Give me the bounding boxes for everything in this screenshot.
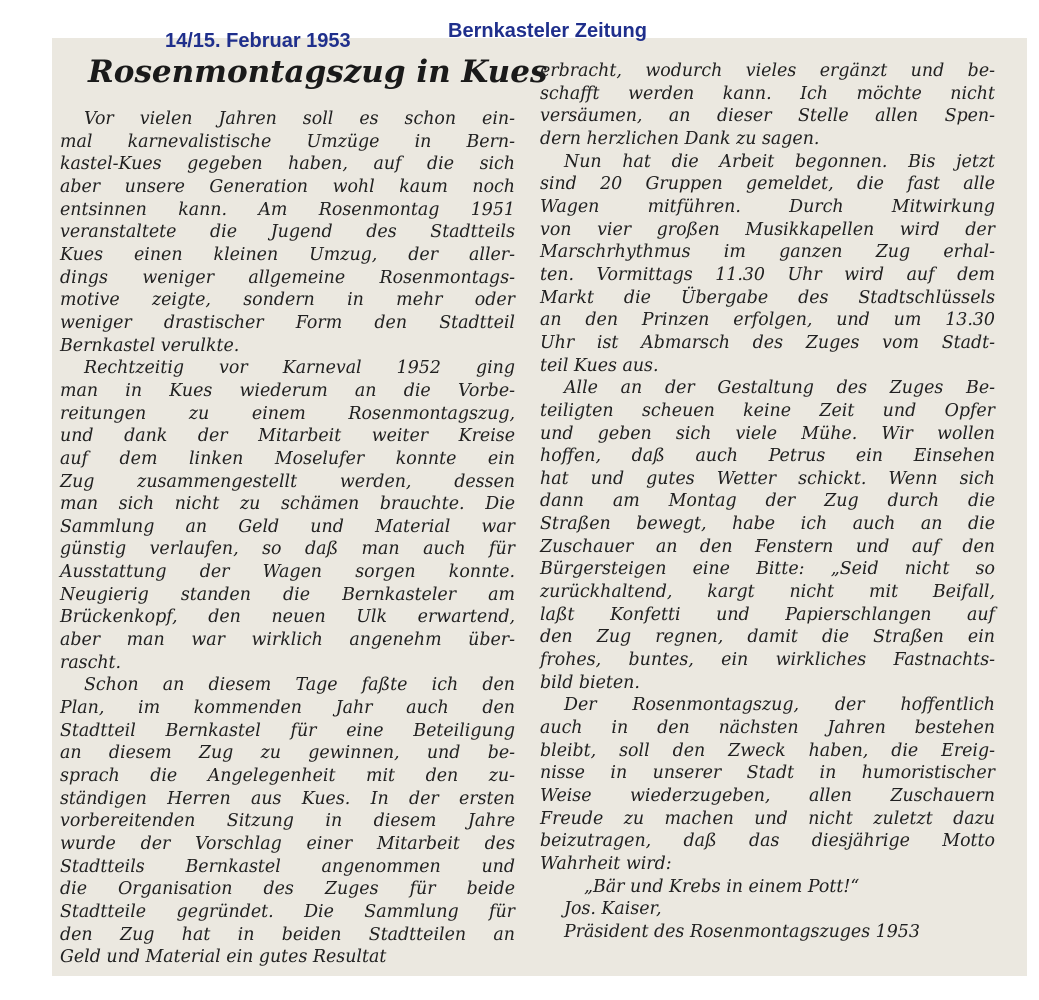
- article-text-line: Wagen mitführen. Durch Mitwirkung: [540, 196, 995, 217]
- article-text-line: Nun hat die Arbeit begonnen. Bis jetzt: [564, 151, 995, 172]
- article-text-line: man sich nicht zu schämen brauchte. Die: [60, 494, 515, 515]
- article-column-1: [60, 108, 515, 969]
- article-text-line: veranstaltete die Jugend des Stadtteils: [60, 222, 515, 243]
- article-text-line: Bernkastel verulkte.: [60, 335, 240, 356]
- article-text-line: nisse in unserer Stadt in humoristischer: [540, 763, 995, 784]
- article-text-line: Stadtteile gegründet. Die Sammlung für: [60, 901, 515, 922]
- article-text-line: Schon an diesem Tage faßte ich den: [84, 675, 515, 696]
- article-text-line: Stadtteil Bernkastel für eine Beteiligung: [60, 720, 515, 741]
- article-text-line: Brückenkopf, den neuen Ulk erwartend,: [60, 607, 515, 628]
- article-text-line: Stadtteils Bernkastel angenommen und: [60, 856, 515, 877]
- article-text-line: an diesem Zug zu gewinnen, und be-: [60, 743, 515, 764]
- article-text-line: Bürgersteigen eine Bitte: „Seid nicht so: [540, 559, 995, 580]
- article-text-line: Neugierig standen die Bernkasteler am: [60, 584, 515, 605]
- article-text-line: Zug zusammengestellt werden, dessen: [60, 471, 515, 492]
- article-text-line: entsinnen kann. Am Rosenmontag 1951: [60, 199, 515, 220]
- article-text-line: schafft werden kann. Ich möchte nicht: [540, 83, 995, 104]
- article-text-line: mal karnevalistische Umzüge in Bern-: [60, 131, 515, 152]
- article-headline: Rosenmontagszug in Kues: [88, 54, 548, 90]
- article-text-line: Geld und Material ein gutes Resultat: [60, 947, 387, 968]
- article-text-line: Der Rosenmontagszug, der hoffentlich: [564, 695, 995, 716]
- article-text-line: aber man war wirklich angenehm über-: [60, 630, 515, 651]
- article-text-line: ten. Vormittags 11.30 Uhr wird auf dem: [540, 264, 995, 285]
- article-text-line: versäumen, an dieser Stelle allen Spen-: [540, 106, 995, 127]
- article-text-line: günstig verlaufen, so daß man auch für: [60, 539, 515, 560]
- article-text-line: Freude zu machen und nicht zuletzt dazu: [540, 808, 995, 829]
- article-text-line: Uhr ist Abmarsch des Zuges vom Stadt-: [540, 332, 995, 353]
- article-text-line: sprach die Angelegenheit mit den zu-: [60, 766, 515, 787]
- article-text-line: Ausstattung der Wagen sorgen konnte.: [60, 562, 515, 583]
- newspaper-name: Bernkasteler Zeitung: [448, 20, 647, 42]
- article-text-line: Alle an der Gestaltung des Zuges Be-: [564, 378, 995, 399]
- article-text-line: „Bär und Krebs in einem Pott!“: [584, 876, 860, 897]
- article-text-line: Markt die Übergabe des Stadtschlüssels: [540, 287, 995, 308]
- article-text-line: ständigen Herren aus Kues. In der ersten: [60, 788, 515, 809]
- article-text-line: laßt Konfetti und Papierschlangen auf: [540, 604, 995, 625]
- article-text-line: man in Kues wiederum an die Vorbe-: [60, 380, 515, 401]
- article-text-line: teiligten scheuen keine Zeit und Opfer: [540, 400, 995, 421]
- article-text-line: hoffen, daß auch Petrus ein Einsehen: [540, 446, 995, 467]
- article-text-line: und dank der Mitarbeit weiter Kreise: [60, 426, 515, 447]
- article-text-line: Rechtzeitig vor Karneval 1952 ging: [84, 358, 515, 379]
- article-column-2: [540, 60, 995, 944]
- article-text-line: bild bieten.: [540, 672, 640, 693]
- article-text-line: bleibt, soll den Zweck haben, die Ereig-: [540, 740, 995, 761]
- article-text-line: die Organisation des Zuges für beide: [60, 879, 515, 900]
- article-text-line: rascht.: [60, 652, 122, 673]
- article-text-line: teil Kues aus.: [540, 355, 659, 376]
- article-text-line: Sammlung an Geld und Material war: [60, 516, 515, 537]
- article-text-line: beizutragen, daß das diesjährige Motto: [540, 831, 995, 852]
- article-text-line: Weise wiederzugeben, allen Zuschauern: [540, 786, 995, 806]
- article-text-line: an den Prinzen erfolgen, und um 13.30: [540, 310, 995, 331]
- article-text-line: von vier großen Musikkapellen wird der: [540, 219, 995, 240]
- publication-date: 14/15. Februar 1953: [165, 30, 351, 52]
- article-text-line: dern herzlichen Dank zu sagen.: [540, 128, 820, 149]
- article-text-line: Präsident des Rosenmontagszuges 1953: [564, 921, 920, 942]
- article-text-line: und geben sich viele Mühe. Wir wollen: [540, 423, 995, 444]
- article-text-line: vorbereitenden Sitzung in diesem Jahre: [60, 811, 515, 832]
- article-text-line: Kues einen kleinen Umzug, der aller-: [60, 244, 515, 265]
- article-text-line: den Zug hat in beiden Stadtteilen an: [60, 924, 515, 945]
- article-text-line: Wahrheit wird:: [540, 853, 672, 874]
- article-text-line: wurde der Vorschlag einer Mitarbeit des: [60, 834, 515, 854]
- article-text-line: Jos. Kaiser,: [564, 899, 662, 920]
- article-text-line: reitungen zu einem Rosenmontagszug,: [60, 403, 515, 424]
- article-text-line: dings weniger allgemeine Rosenmontags-: [60, 267, 515, 288]
- article-text-line: auf dem linken Moselufer konnte ein: [60, 448, 515, 469]
- article-text-line: hat und gutes Wetter schickt. Wenn sich: [540, 468, 995, 489]
- article-text-line: dann am Montag der Zug durch die: [540, 491, 995, 512]
- article-text-line: weniger drastischer Form den Stadtteil: [60, 312, 515, 333]
- article-text-line: auch in den nächsten Jahren bestehen: [540, 718, 995, 739]
- article-text-line: Plan, im kommenden Jahr auch den: [60, 698, 515, 719]
- article-text-line: Vor vielen Jahren soll es schon ein-: [84, 109, 515, 129]
- article-text-line: sind 20 Gruppen gemeldet, die fast alle: [540, 174, 995, 195]
- article-text-line: kastel-Kues gegeben haben, auf die sich: [60, 154, 515, 175]
- article-text-line: frohes, buntes, ein wirkliches Fastnachts-: [540, 650, 995, 671]
- article-text-line: erbracht, wodurch vieles ergänzt und be-: [540, 61, 995, 81]
- article-text-line: motive zeigte, sondern in mehr oder: [60, 290, 515, 311]
- article-text-line: Zuschauer an den Fenstern und auf den: [540, 536, 995, 557]
- article-text-line: aber unsere Generation wohl kaum noch: [60, 176, 515, 197]
- article-text-line: zurückhaltend, kargt nicht mit Beifall,: [540, 582, 995, 603]
- article-text-line: Straßen bewegt, habe ich auch an die: [540, 514, 995, 535]
- article-text-line: Marschrhythmus im ganzen Zug erhal-: [540, 242, 995, 263]
- article-text-line: den Zug regnen, damit die Straßen ein: [540, 627, 995, 648]
